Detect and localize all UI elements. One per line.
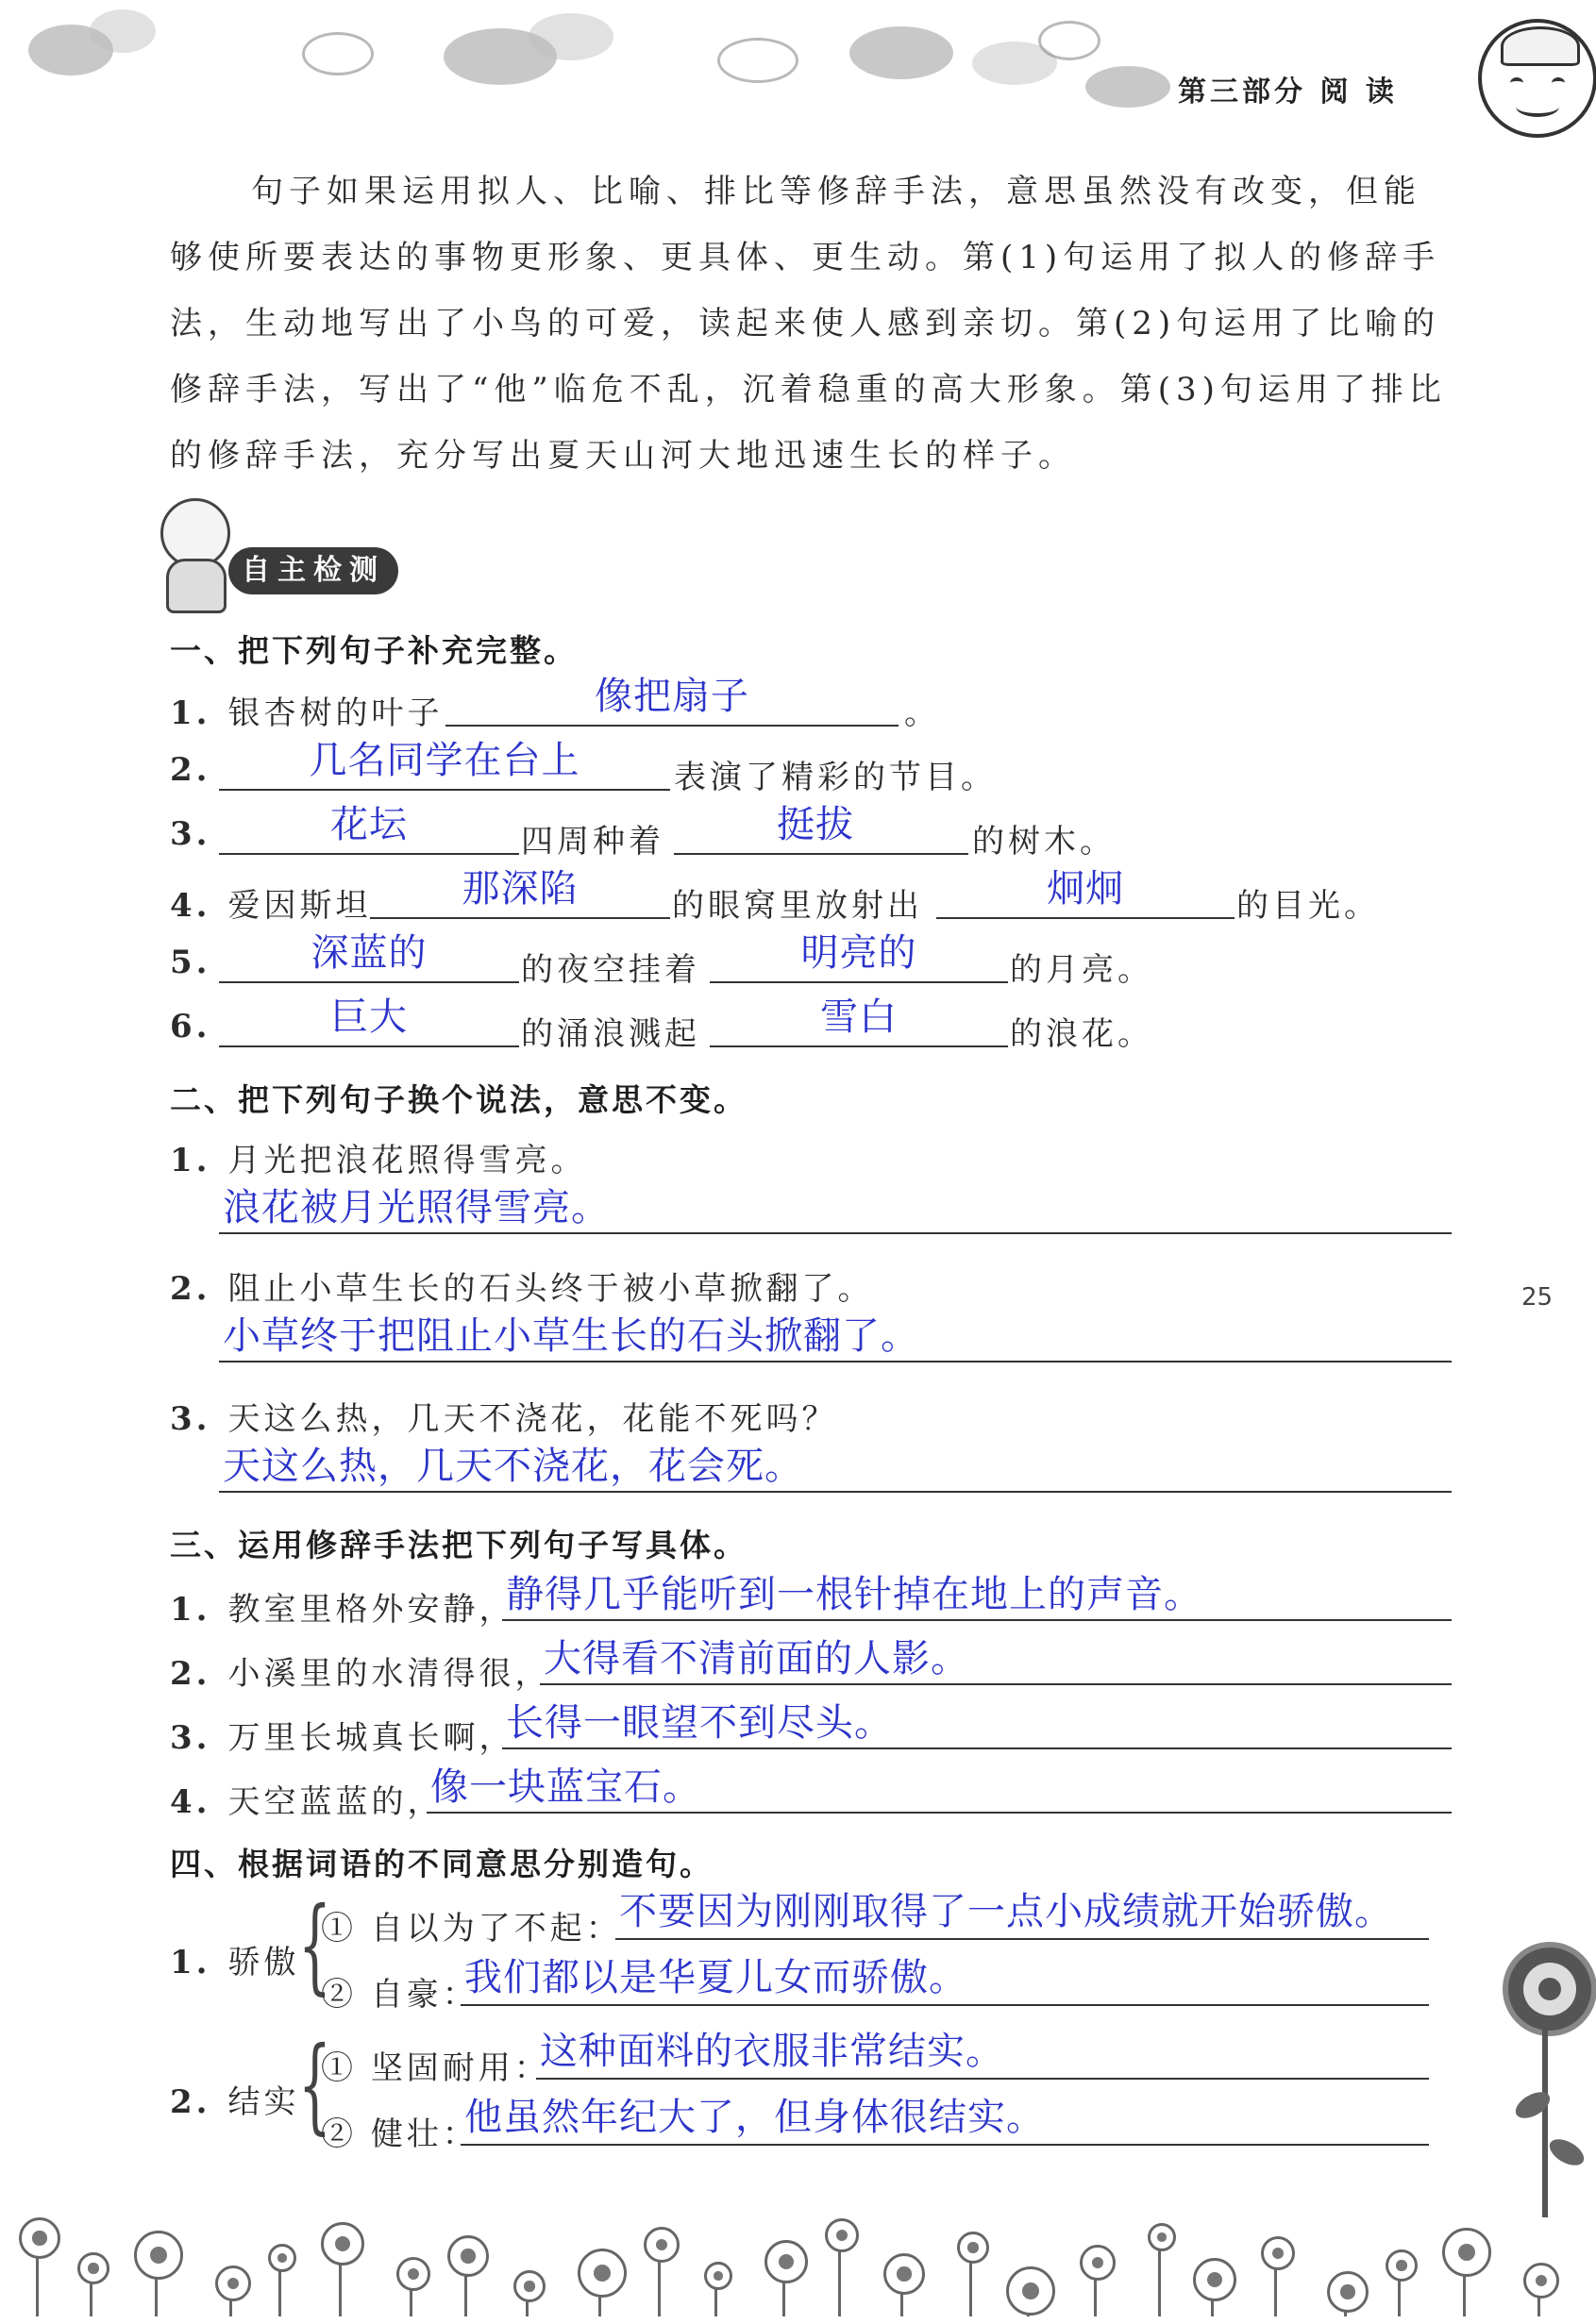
s4-item-2: 2. 结实 <box>170 2083 300 2121</box>
answer-text: 这种面料的衣服非常结实。 <box>540 2030 1004 2073</box>
flower-stem <box>1274 2265 1277 2316</box>
s1-item-4: 4. 爱因斯坦 <box>170 887 372 925</box>
intro-paragraph <box>170 159 1453 489</box>
flower-stem <box>464 2271 467 2316</box>
answer-text: 炯炯 <box>1047 867 1124 911</box>
sentence-mid: 的夜空挂着 <box>521 951 700 989</box>
punct: 。 <box>904 694 940 732</box>
flower-stem <box>339 2260 342 2316</box>
sentence-tail: 的目光。 <box>1236 887 1380 925</box>
sense-2-1: ① 坚固耐用： <box>321 2049 550 2087</box>
flower-stem <box>1463 2271 1466 2316</box>
page-number: 25 <box>1521 1283 1554 1312</box>
blank-line[interactable] <box>219 1045 519 1047</box>
answer-text: 雪白 <box>820 995 898 1039</box>
blank-line[interactable] <box>219 981 519 983</box>
flower-stem <box>1158 2246 1161 2316</box>
flower-icon <box>1193 2258 1236 2301</box>
answer-line[interactable] <box>461 2144 1429 2146</box>
answer-text: 明亮的 <box>800 931 917 975</box>
flower-stem <box>838 2247 841 2316</box>
answer-text: 像一块蓝宝石。 <box>430 1765 701 1809</box>
flower-icon <box>1327 2271 1369 2313</box>
s1-item-5: 5. <box>170 944 211 981</box>
flower-icon <box>957 2232 989 2264</box>
answer-line[interactable] <box>502 1747 1452 1749</box>
sentence-mid: 的眼窝里放射出 <box>672 887 923 925</box>
answer-line[interactable] <box>219 1361 1452 1363</box>
s1-item-3: 3. <box>170 815 211 853</box>
section3-title: 三、运用修辞手法把下列句子写具体。 <box>170 1527 748 1563</box>
sentence-tail: 表演了精彩的节目。 <box>674 759 997 796</box>
flower-icon <box>215 2265 251 2301</box>
flower-icon <box>644 2227 680 2263</box>
brace-icon: { <box>298 1884 331 2005</box>
blank-line[interactable] <box>674 853 968 855</box>
answer-text: 他虽然年纪大了，但身体很结实。 <box>464 2096 1045 2139</box>
answer-text: 花坛 <box>330 803 408 846</box>
answer-text: 大得看不清前面的人影。 <box>544 1637 969 1680</box>
flower-icon <box>268 2244 296 2272</box>
answer-text: 静得几乎能听到一根针掉在地上的声音。 <box>506 1573 1202 1616</box>
s1-item-1: 1. 银杏树的叶子 <box>170 694 444 732</box>
answer-text: 深蓝的 <box>311 931 428 975</box>
flower-border-decoration <box>0 2180 1596 2324</box>
flower-stem <box>1398 2276 1401 2316</box>
blank-line[interactable] <box>936 917 1235 919</box>
blank-line[interactable] <box>219 853 519 855</box>
s3-item-1: 1. 教室里格外安静， <box>170 1591 515 1629</box>
cloud-decoration <box>849 26 953 79</box>
flower-stem <box>278 2266 281 2316</box>
flower-icon <box>134 2231 183 2280</box>
flower-stem <box>90 2279 92 2316</box>
flower-stem <box>969 2258 972 2316</box>
flower-icon <box>396 2257 430 2291</box>
flower-icon <box>764 2240 808 2283</box>
answer-text: 那深陷 <box>462 867 579 911</box>
sense-2-2: ② 健壮： <box>321 2115 479 2153</box>
s1-item-6: 6. <box>170 1008 211 1045</box>
answer-text: 几名同学在台上 <box>309 739 580 782</box>
mascot-body <box>166 559 227 613</box>
answer-line[interactable] <box>615 1938 1429 1940</box>
answer-text: 浪花被月光照得雪亮。 <box>223 1186 610 1229</box>
answer-line[interactable] <box>461 2004 1429 2006</box>
flower-icon <box>19 2217 60 2259</box>
cloud-decoration <box>717 38 798 83</box>
answer-text: 小草终于把阻止小草生长的石头掀翻了。 <box>223 1314 919 1358</box>
flower-icon <box>825 2218 859 2252</box>
sentence-tail: 的月亮。 <box>1010 951 1153 989</box>
flower-decoration-icon <box>1503 1942 1596 2036</box>
cloud-decoration <box>90 9 156 53</box>
answer-text: 天这么热，几天不浇花，花会死。 <box>223 1445 803 1488</box>
answer-line[interactable] <box>502 1619 1452 1621</box>
answer-text: 挺拔 <box>777 803 854 846</box>
answer-line[interactable] <box>536 2078 1429 2080</box>
section1-title: 一、把下列句子补充完整。 <box>170 632 578 669</box>
sentence-mid: 四周种着 <box>521 823 664 861</box>
flower-icon <box>513 2270 546 2302</box>
answer-line[interactable] <box>219 1491 1452 1493</box>
leaf-icon <box>1545 2133 1588 2170</box>
s4-item-1: 1. 骄傲 <box>170 1944 300 1981</box>
mascot-icon <box>160 498 230 568</box>
s2-item-2: 2. 阻止小草生长的石头终于被小草掀翻了。 <box>170 1270 874 1308</box>
flower-stem <box>1094 2275 1097 2316</box>
answer-text: 我们都以是华夏儿女而骄傲。 <box>464 1956 967 1999</box>
flower-stem <box>155 2274 158 2316</box>
section4-title: 四、根据词语的不同意思分别造句。 <box>170 1846 714 1882</box>
flower-stem <box>36 2253 39 2316</box>
self-check-badge: 自主检测 <box>228 547 398 594</box>
answer-text: 像把扇子 <box>595 675 749 718</box>
flower-stem <box>658 2257 661 2316</box>
flower-icon <box>704 2262 732 2290</box>
flower-icon <box>1080 2245 1116 2281</box>
cloud-decoration <box>1085 66 1170 108</box>
sentence-mid: 的涌浪溅起 <box>521 1015 700 1053</box>
blank-line[interactable] <box>445 725 899 727</box>
flower-icon <box>77 2252 109 2284</box>
s2-item-3: 3. 天这么热，几天不浇花，花能不死吗？ <box>170 1400 838 1438</box>
flower-icon <box>1006 2266 1055 2316</box>
flower-icon <box>447 2235 489 2277</box>
flower-icon <box>1261 2236 1295 2270</box>
sentence-tail: 的树木。 <box>972 823 1116 861</box>
blank-line[interactable] <box>710 1045 1008 1047</box>
sense-1-2: ② 自豪： <box>321 1976 479 2014</box>
flower-icon <box>1386 2249 1418 2282</box>
smiley-face-icon <box>1478 19 1596 138</box>
cloud-decoration <box>302 32 374 75</box>
cloud-decoration <box>529 13 613 60</box>
flower-icon <box>321 2222 364 2265</box>
answer-text: 不要因为刚刚取得了一点小成绩就开始骄傲。 <box>619 1890 1393 1933</box>
s3-item-4: 4. 天空蓝蓝的， <box>170 1783 444 1821</box>
answer-text: 巨大 <box>330 995 408 1039</box>
section2-title: 二、把下列句子换个说法，意思不变。 <box>170 1081 748 1118</box>
s3-item-2: 2. 小溪里的水清得很， <box>170 1655 551 1693</box>
s2-item-1: 1. 月光把浪花照得雪亮。 <box>170 1142 587 1179</box>
blank-line[interactable] <box>370 917 670 919</box>
section-header-title: 第三部分 阅 读 <box>1178 75 1398 109</box>
intro-text: 句子如果运用拟人、比喻、排比等修辞手法，意思虽然没有改变，但能够使所要表达的事物更形象、更具体、更生动。第(1)句运用了拟人的修辞手法，生动地写出了小鸟的可爱，读起来使人感到亲切。第(2)句运用了比喻的修辞手法，写出了“他”临危不乱，沉着稳重的高大形象。第(3)句运用了排比的修辞手法，充分写出夏天山河大地迅速生长的样子。 <box>170 173 1447 475</box>
flower-icon <box>883 2253 925 2295</box>
s3-item-3: 3. 万里长城真长啊， <box>170 1719 515 1757</box>
answer-line[interactable] <box>427 1812 1452 1814</box>
brace-icon: { <box>298 2024 331 2145</box>
answer-text: 长得一眼望不到尽头。 <box>506 1701 893 1745</box>
cloud-decoration <box>1038 21 1100 60</box>
flower-icon <box>1148 2223 1176 2251</box>
s1-item-2: 2. <box>170 751 211 789</box>
sentence-tail: 的浪花。 <box>1010 1015 1153 1053</box>
flower-stem <box>782 2278 785 2316</box>
flower-icon <box>1523 2263 1559 2299</box>
sense-1-1: ① 自以为了不起： <box>321 1910 622 1948</box>
blank-line[interactable] <box>219 789 670 791</box>
answer-line[interactable] <box>540 1683 1452 1685</box>
flower-icon <box>1442 2228 1491 2277</box>
flower-icon <box>578 2249 627 2298</box>
blank-line[interactable] <box>710 981 1008 983</box>
answer-line[interactable] <box>219 1232 1452 1234</box>
